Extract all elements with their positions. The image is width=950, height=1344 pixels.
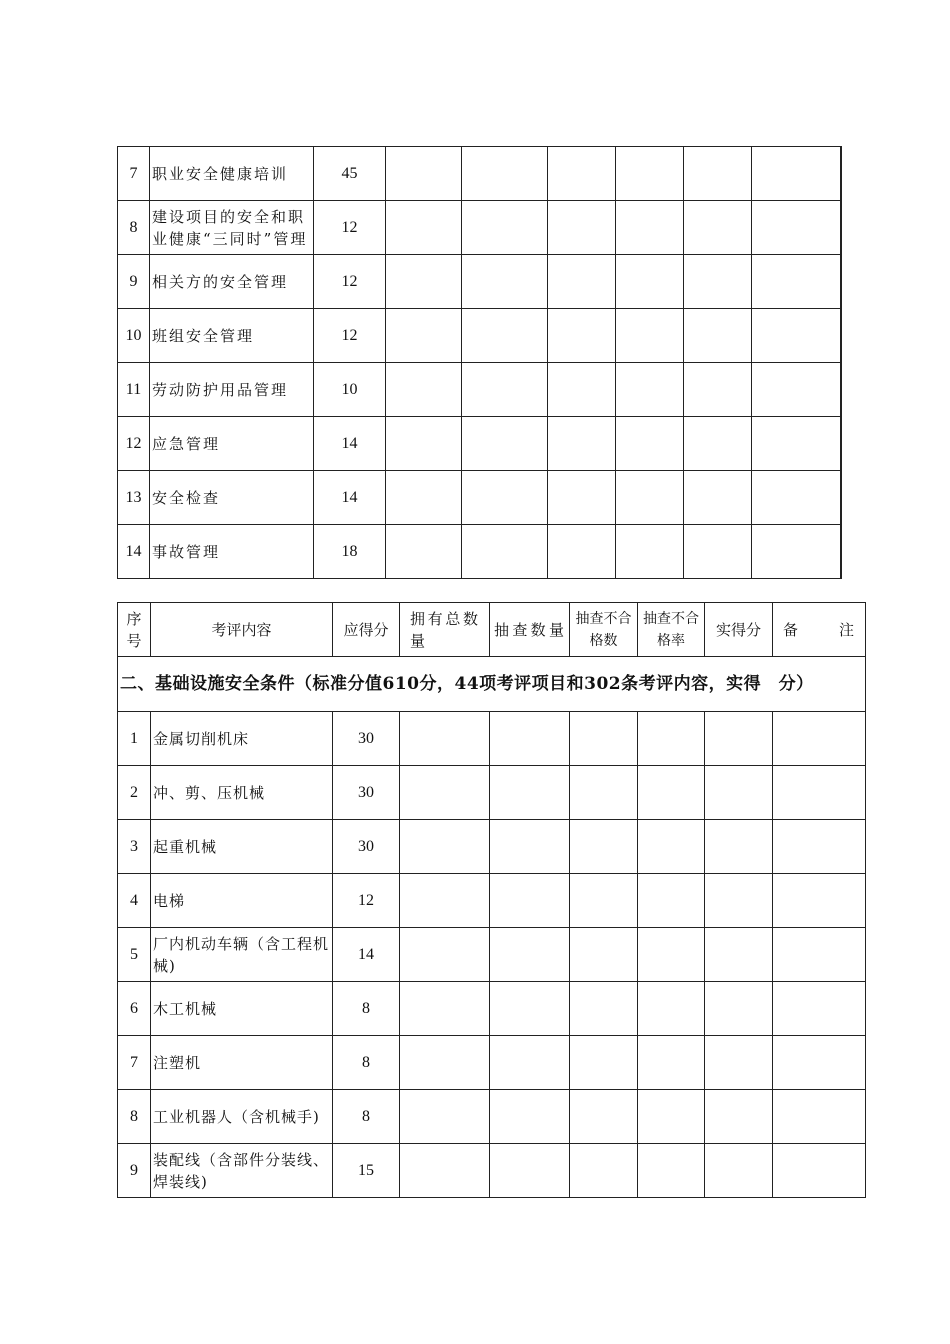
cell-sample-qty[interactable] [490, 712, 570, 766]
section-title: 二、基础设施安全条件（标准分值610分，44项考评项目和302条考评内容，实得 分） [118, 657, 866, 712]
table-row [118, 1144, 866, 1198]
row-number: 9 [118, 1144, 151, 1198]
cell-remark[interactable] [752, 471, 841, 525]
row-score: 30 [333, 820, 400, 874]
cell-total-qty[interactable] [400, 874, 490, 928]
header-no: 序号 [118, 603, 151, 657]
cell-fail-rate[interactable] [638, 820, 705, 874]
cell-total-qty[interactable] [400, 1090, 490, 1144]
cell-remark[interactable] [773, 874, 866, 928]
row-content: 装配线（含部件分装线、焊装线) [151, 1144, 333, 1198]
cell-actual[interactable] [684, 471, 752, 525]
table-row [118, 820, 866, 874]
table-row [118, 712, 866, 766]
cell-fail-rate[interactable] [616, 363, 684, 417]
cell-total-qty[interactable] [400, 712, 490, 766]
cell-remark[interactable] [773, 820, 866, 874]
cell-fail-rate[interactable] [616, 417, 684, 471]
cell-sample-qty[interactable] [490, 766, 570, 820]
table-row [118, 928, 866, 982]
cell-actual[interactable] [705, 1144, 773, 1198]
cell-total-qty[interactable] [386, 417, 462, 471]
row-number: 3 [118, 820, 151, 874]
cell-sample-qty[interactable] [462, 471, 548, 525]
row-content: 金属切削机床 [151, 712, 333, 766]
cell-sample-qty[interactable] [462, 525, 548, 579]
row-number: 7 [118, 1036, 151, 1090]
cell-fail-rate[interactable] [616, 147, 684, 201]
cell-remark[interactable] [773, 982, 866, 1036]
row-content: 应急管理 [150, 417, 314, 471]
row-score: 12 [314, 309, 386, 363]
header-content: 考评内容 [151, 603, 333, 657]
cell-actual[interactable] [684, 255, 752, 309]
cell-sample-qty[interactable] [490, 820, 570, 874]
cell-fail-count[interactable] [548, 417, 616, 471]
row-content: 厂内机动车辆（含工程机械) [151, 928, 333, 982]
table-row [118, 147, 841, 201]
row-number: 7 [118, 147, 150, 201]
row-score: 30 [333, 712, 400, 766]
cell-fail-count[interactable] [548, 147, 616, 201]
cell-remark[interactable] [752, 201, 841, 255]
row-score: 8 [333, 1090, 400, 1144]
cell-remark[interactable] [752, 417, 841, 471]
cell-total-qty[interactable] [400, 820, 490, 874]
cell-fail-rate[interactable] [638, 1090, 705, 1144]
row-number: 8 [118, 201, 150, 255]
row-score: 18 [314, 525, 386, 579]
table-row [118, 363, 841, 417]
cell-sample-qty[interactable] [462, 309, 548, 363]
cell-fail-count[interactable] [548, 363, 616, 417]
cell-actual[interactable] [684, 147, 752, 201]
cell-actual[interactable] [705, 766, 773, 820]
cell-remark[interactable] [773, 1144, 866, 1198]
row-number: 6 [118, 982, 151, 1036]
row-score: 14 [314, 417, 386, 471]
cell-actual[interactable] [684, 363, 752, 417]
cell-fail-rate[interactable] [638, 712, 705, 766]
row-number: 2 [118, 766, 151, 820]
cell-sample-qty[interactable] [490, 1036, 570, 1090]
cell-fail-rate[interactable] [638, 1144, 705, 1198]
row-score: 12 [314, 255, 386, 309]
cell-fail-count[interactable] [548, 309, 616, 363]
table-row [118, 255, 841, 309]
row-score: 45 [314, 147, 386, 201]
cell-fail-rate[interactable] [616, 309, 684, 363]
row-number: 1 [118, 712, 151, 766]
cell-sample-qty[interactable] [490, 1090, 570, 1144]
cell-actual[interactable] [705, 874, 773, 928]
cell-total-qty[interactable] [386, 309, 462, 363]
cell-fail-rate[interactable] [638, 928, 705, 982]
row-content: 班组安全管理 [150, 309, 314, 363]
row-content: 事故管理 [150, 525, 314, 579]
row-content: 木工机械 [151, 982, 333, 1036]
cell-remark[interactable] [752, 525, 841, 579]
cell-fail-rate[interactable] [616, 525, 684, 579]
cell-sample-qty[interactable] [490, 874, 570, 928]
table-row [118, 417, 841, 471]
cell-fail-count[interactable] [570, 820, 638, 874]
cell-sample-qty[interactable] [490, 1144, 570, 1198]
cell-sample-qty[interactable] [462, 201, 548, 255]
row-number: 13 [118, 471, 150, 525]
header-remark: 备注 [773, 603, 866, 657]
cell-fail-count[interactable] [570, 766, 638, 820]
cell-actual[interactable] [705, 1090, 773, 1144]
row-score: 12 [314, 201, 386, 255]
cell-fail-count[interactable] [570, 1144, 638, 1198]
table-row [118, 525, 841, 579]
row-score: 14 [333, 928, 400, 982]
row-content: 工业机器人（含机械手) [151, 1090, 333, 1144]
cell-fail-rate[interactable] [616, 201, 684, 255]
row-number: 11 [118, 363, 150, 417]
row-number: 9 [118, 255, 150, 309]
cell-actual[interactable] [684, 201, 752, 255]
table-row [118, 1090, 866, 1144]
row-number: 5 [118, 928, 151, 982]
cell-fail-rate[interactable] [638, 766, 705, 820]
row-content: 相关方的安全管理 [150, 255, 314, 309]
row-score: 30 [333, 766, 400, 820]
cell-actual[interactable] [684, 525, 752, 579]
row-content: 注塑机 [151, 1036, 333, 1090]
cell-remark[interactable] [773, 712, 866, 766]
cell-total-qty[interactable] [400, 1144, 490, 1198]
cell-sample-qty[interactable] [462, 147, 548, 201]
row-score: 8 [333, 1036, 400, 1090]
cell-total-qty[interactable] [386, 471, 462, 525]
cell-total-qty[interactable] [386, 363, 462, 417]
cell-fail-rate[interactable] [638, 874, 705, 928]
row-content: 建设项目的安全和职业健康“三同时”管理 [150, 201, 314, 255]
header-actual: 实得分 [705, 603, 773, 657]
cell-fail-count[interactable] [570, 874, 638, 928]
row-content: 职业安全健康培训 [150, 147, 314, 201]
cell-total-qty[interactable] [400, 982, 490, 1036]
header-total-qty: 拥有总数量 [400, 603, 490, 657]
row-number: 10 [118, 309, 150, 363]
cell-fail-rate[interactable] [638, 982, 705, 1036]
table-row [118, 874, 866, 928]
row-score: 14 [314, 471, 386, 525]
header-sample-qty: 抽查数量 [490, 603, 570, 657]
cell-total-qty[interactable] [386, 201, 462, 255]
table-row [118, 1036, 866, 1090]
row-content: 电梯 [151, 874, 333, 928]
row-score: 12 [333, 874, 400, 928]
cell-fail-count[interactable] [570, 982, 638, 1036]
cell-remark[interactable] [773, 1036, 866, 1090]
cell-fail-count[interactable] [548, 201, 616, 255]
row-content: 起重机械 [151, 820, 333, 874]
cell-remark[interactable] [773, 928, 866, 982]
row-score: 8 [333, 982, 400, 1036]
table-row [118, 982, 866, 1036]
cell-remark[interactable] [773, 1090, 866, 1144]
cell-total-qty[interactable] [400, 1036, 490, 1090]
cell-fail-count[interactable] [548, 525, 616, 579]
cell-actual[interactable] [705, 820, 773, 874]
table-row [118, 201, 841, 255]
cell-fail-count[interactable] [570, 928, 638, 982]
cell-remark[interactable] [773, 766, 866, 820]
cell-actual[interactable] [705, 982, 773, 1036]
row-content: 劳动防护用品管理 [150, 363, 314, 417]
cell-remark[interactable] [752, 147, 841, 201]
cell-fail-count[interactable] [548, 471, 616, 525]
row-number: 14 [118, 525, 150, 579]
table-part1 [117, 146, 842, 579]
table-row [118, 471, 841, 525]
cell-actual[interactable] [705, 712, 773, 766]
table-part2 [117, 602, 866, 1198]
cell-total-qty[interactable] [386, 147, 462, 201]
row-number: 4 [118, 874, 151, 928]
row-content: 安全检查 [150, 471, 314, 525]
row-number: 12 [118, 417, 150, 471]
table-header-row [118, 603, 866, 657]
table-row [118, 766, 866, 820]
cell-total-qty[interactable] [386, 525, 462, 579]
table-row [118, 309, 841, 363]
cell-total-qty[interactable] [400, 928, 490, 982]
cell-fail-count[interactable] [570, 712, 638, 766]
cell-remark[interactable] [752, 255, 841, 309]
cell-actual[interactable] [684, 309, 752, 363]
cell-fail-count[interactable] [548, 255, 616, 309]
cell-fail-rate[interactable] [616, 471, 684, 525]
cell-sample-qty[interactable] [490, 928, 570, 982]
row-number: 8 [118, 1090, 151, 1144]
cell-total-qty[interactable] [400, 766, 490, 820]
cell-actual[interactable] [705, 928, 773, 982]
cell-actual[interactable] [705, 1036, 773, 1090]
cell-total-qty[interactable] [386, 255, 462, 309]
header-fail-rate: 抽查不合格率 [638, 603, 705, 657]
cell-fail-rate[interactable] [616, 255, 684, 309]
row-score: 10 [314, 363, 386, 417]
cell-fail-count[interactable] [570, 1036, 638, 1090]
cell-sample-qty[interactable] [462, 255, 548, 309]
cell-fail-count[interactable] [570, 1090, 638, 1144]
header-score: 应得分 [333, 603, 400, 657]
cell-remark[interactable] [752, 309, 841, 363]
section-title-row [118, 657, 866, 712]
cell-actual[interactable] [684, 417, 752, 471]
cell-sample-qty[interactable] [462, 363, 548, 417]
cell-sample-qty[interactable] [462, 417, 548, 471]
row-score: 15 [333, 1144, 400, 1198]
cell-sample-qty[interactable] [490, 982, 570, 1036]
row-content: 冲、剪、压机械 [151, 766, 333, 820]
header-fail-count: 抽查不合格数 [570, 603, 638, 657]
cell-remark[interactable] [752, 363, 841, 417]
cell-fail-rate[interactable] [638, 1036, 705, 1090]
